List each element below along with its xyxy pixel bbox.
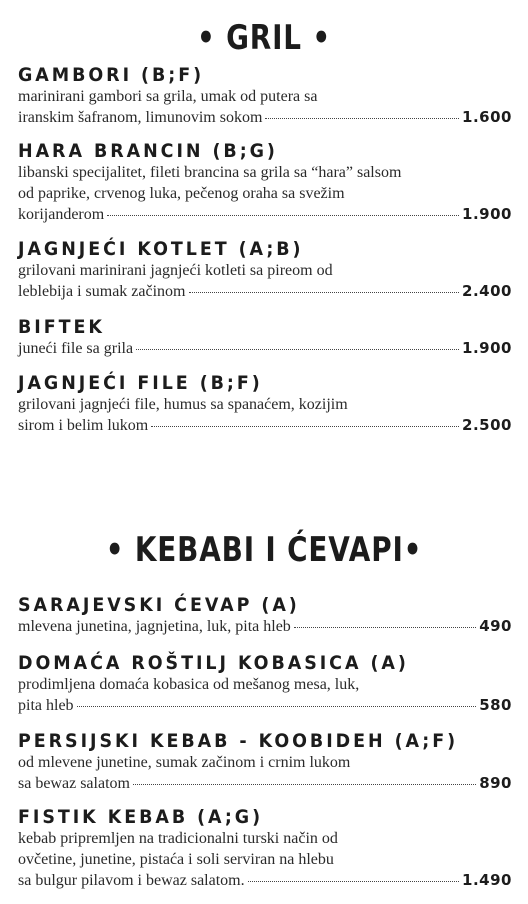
dotted-leader bbox=[77, 706, 477, 707]
menu-item-description bbox=[18, 338, 512, 359]
description-line bbox=[18, 870, 512, 891]
menu-item-name: JAGNJEĆI KOTLET (A;B) bbox=[18, 238, 304, 260]
section-title: • GRIL • bbox=[196, 18, 332, 58]
description-text: od paprike, crvenog luka, pečenog oraha sa svežim bbox=[18, 185, 345, 202]
menu-item-name: SARAJEVSKI ĆEVAP (A) bbox=[18, 594, 300, 616]
menu-item-name: FISTIK KEBAB (A;G) bbox=[18, 806, 264, 828]
menu-item-description bbox=[18, 162, 512, 225]
menu-item bbox=[18, 730, 512, 794]
menu-item bbox=[18, 64, 512, 128]
description-line bbox=[18, 773, 512, 794]
description-line bbox=[18, 162, 512, 183]
description-text: korijanderom bbox=[18, 206, 105, 223]
menu-item bbox=[18, 594, 512, 637]
description-text: mlevena junetina, jagnjetina, luk, pita hleb bbox=[18, 618, 291, 635]
description-line bbox=[18, 616, 512, 637]
menu-item-price: 1.900 bbox=[462, 339, 512, 357]
dotted-leader bbox=[265, 118, 459, 119]
menu-item-name: JAGNJEĆI FILE (B;F) bbox=[18, 372, 263, 394]
menu-item bbox=[18, 372, 512, 436]
description-line bbox=[18, 107, 512, 128]
menu-item-description bbox=[18, 674, 512, 716]
description-line bbox=[18, 394, 512, 415]
menu-item bbox=[18, 806, 512, 891]
description-text: sirom i belim lukom bbox=[18, 417, 149, 434]
description-text: sa bulgur pilavom i bewaz salatom. bbox=[18, 872, 245, 889]
menu-item-price: 1.600 bbox=[462, 108, 512, 126]
menu-item-name: DOMAĆA ROŠTILJ KOBASICA (A) bbox=[18, 652, 409, 674]
dotted-leader bbox=[107, 215, 459, 216]
description-line bbox=[18, 86, 512, 107]
menu-item-name: HARA BRANCIN (B;G) bbox=[18, 140, 278, 162]
menu-item-description bbox=[18, 260, 512, 302]
menu-item-name: GAMBORI (B;F) bbox=[18, 64, 205, 86]
menu-item-description bbox=[18, 752, 512, 794]
description-line bbox=[18, 674, 512, 695]
menu-item-price: 490 bbox=[479, 617, 512, 635]
description-line bbox=[18, 695, 512, 716]
menu-item-description bbox=[18, 86, 512, 128]
menu-item bbox=[18, 652, 512, 716]
description-text: od mlevene junetine, sumak začinom i crnim lukom bbox=[18, 754, 351, 771]
description-text: ovčetine, junetine, pistaća i soli serviran na hlebu bbox=[18, 851, 334, 868]
description-line bbox=[18, 281, 512, 302]
dotted-leader bbox=[133, 784, 476, 785]
menu-item-price: 2.400 bbox=[462, 282, 512, 300]
menu-item bbox=[18, 238, 512, 302]
description-line bbox=[18, 204, 512, 225]
dotted-leader bbox=[136, 349, 459, 350]
description-text: juneći file sa grila bbox=[18, 340, 134, 357]
description-text: leblebija i sumak začinom bbox=[18, 283, 186, 300]
menu-item-price: 580 bbox=[479, 696, 512, 714]
menu-item-description bbox=[18, 828, 512, 891]
dotted-leader bbox=[248, 881, 459, 882]
description-line bbox=[18, 415, 512, 436]
description-text: marinirani gambori sa grila, umak od putera sa bbox=[18, 88, 318, 105]
description-text: sa bewaz salatom bbox=[18, 775, 130, 792]
description-line bbox=[18, 828, 512, 849]
dotted-leader bbox=[294, 627, 476, 628]
menu-item-description bbox=[18, 616, 512, 637]
description-text: kebab pripremljen na tradicionalni turski način od bbox=[18, 830, 338, 847]
description-text: pita hleb bbox=[18, 697, 74, 714]
description-text: grilovani jagnjeći file, humus sa spanaćem, kozijim bbox=[18, 396, 348, 413]
description-text: prodimljena domaća kobasica od mešanog mesa, luk, bbox=[18, 676, 360, 693]
menu-item-name: PERSIJSKI KEBAB - KOOBIDEH (A;F) bbox=[18, 730, 459, 752]
menu-item-name: BIFTEK bbox=[18, 316, 105, 338]
description-line bbox=[18, 260, 512, 281]
description-line bbox=[18, 183, 512, 204]
description-text: iranskim šafranom, limunovim sokom bbox=[18, 109, 263, 126]
menu-item-price: 2.500 bbox=[462, 416, 512, 434]
menu-item-description bbox=[18, 394, 512, 436]
section-title: • KEBABI I ĆEVAPI• bbox=[105, 530, 423, 570]
dotted-leader bbox=[189, 292, 460, 293]
description-line bbox=[18, 849, 512, 870]
description-line bbox=[18, 338, 512, 359]
menu-item-price: 1.900 bbox=[462, 205, 512, 223]
menu-item-price: 1.490 bbox=[462, 871, 512, 889]
dotted-leader bbox=[151, 426, 459, 427]
menu-item bbox=[18, 316, 512, 359]
description-line bbox=[18, 752, 512, 773]
description-text: grilovani marinirani jagnjeći kotleti sa pireom od bbox=[18, 262, 333, 279]
menu-item-price: 890 bbox=[479, 774, 512, 792]
description-text: libanski specijalitet, fileti brancina sa grila sa “hara” salsom bbox=[18, 164, 402, 181]
menu-item bbox=[18, 140, 512, 225]
